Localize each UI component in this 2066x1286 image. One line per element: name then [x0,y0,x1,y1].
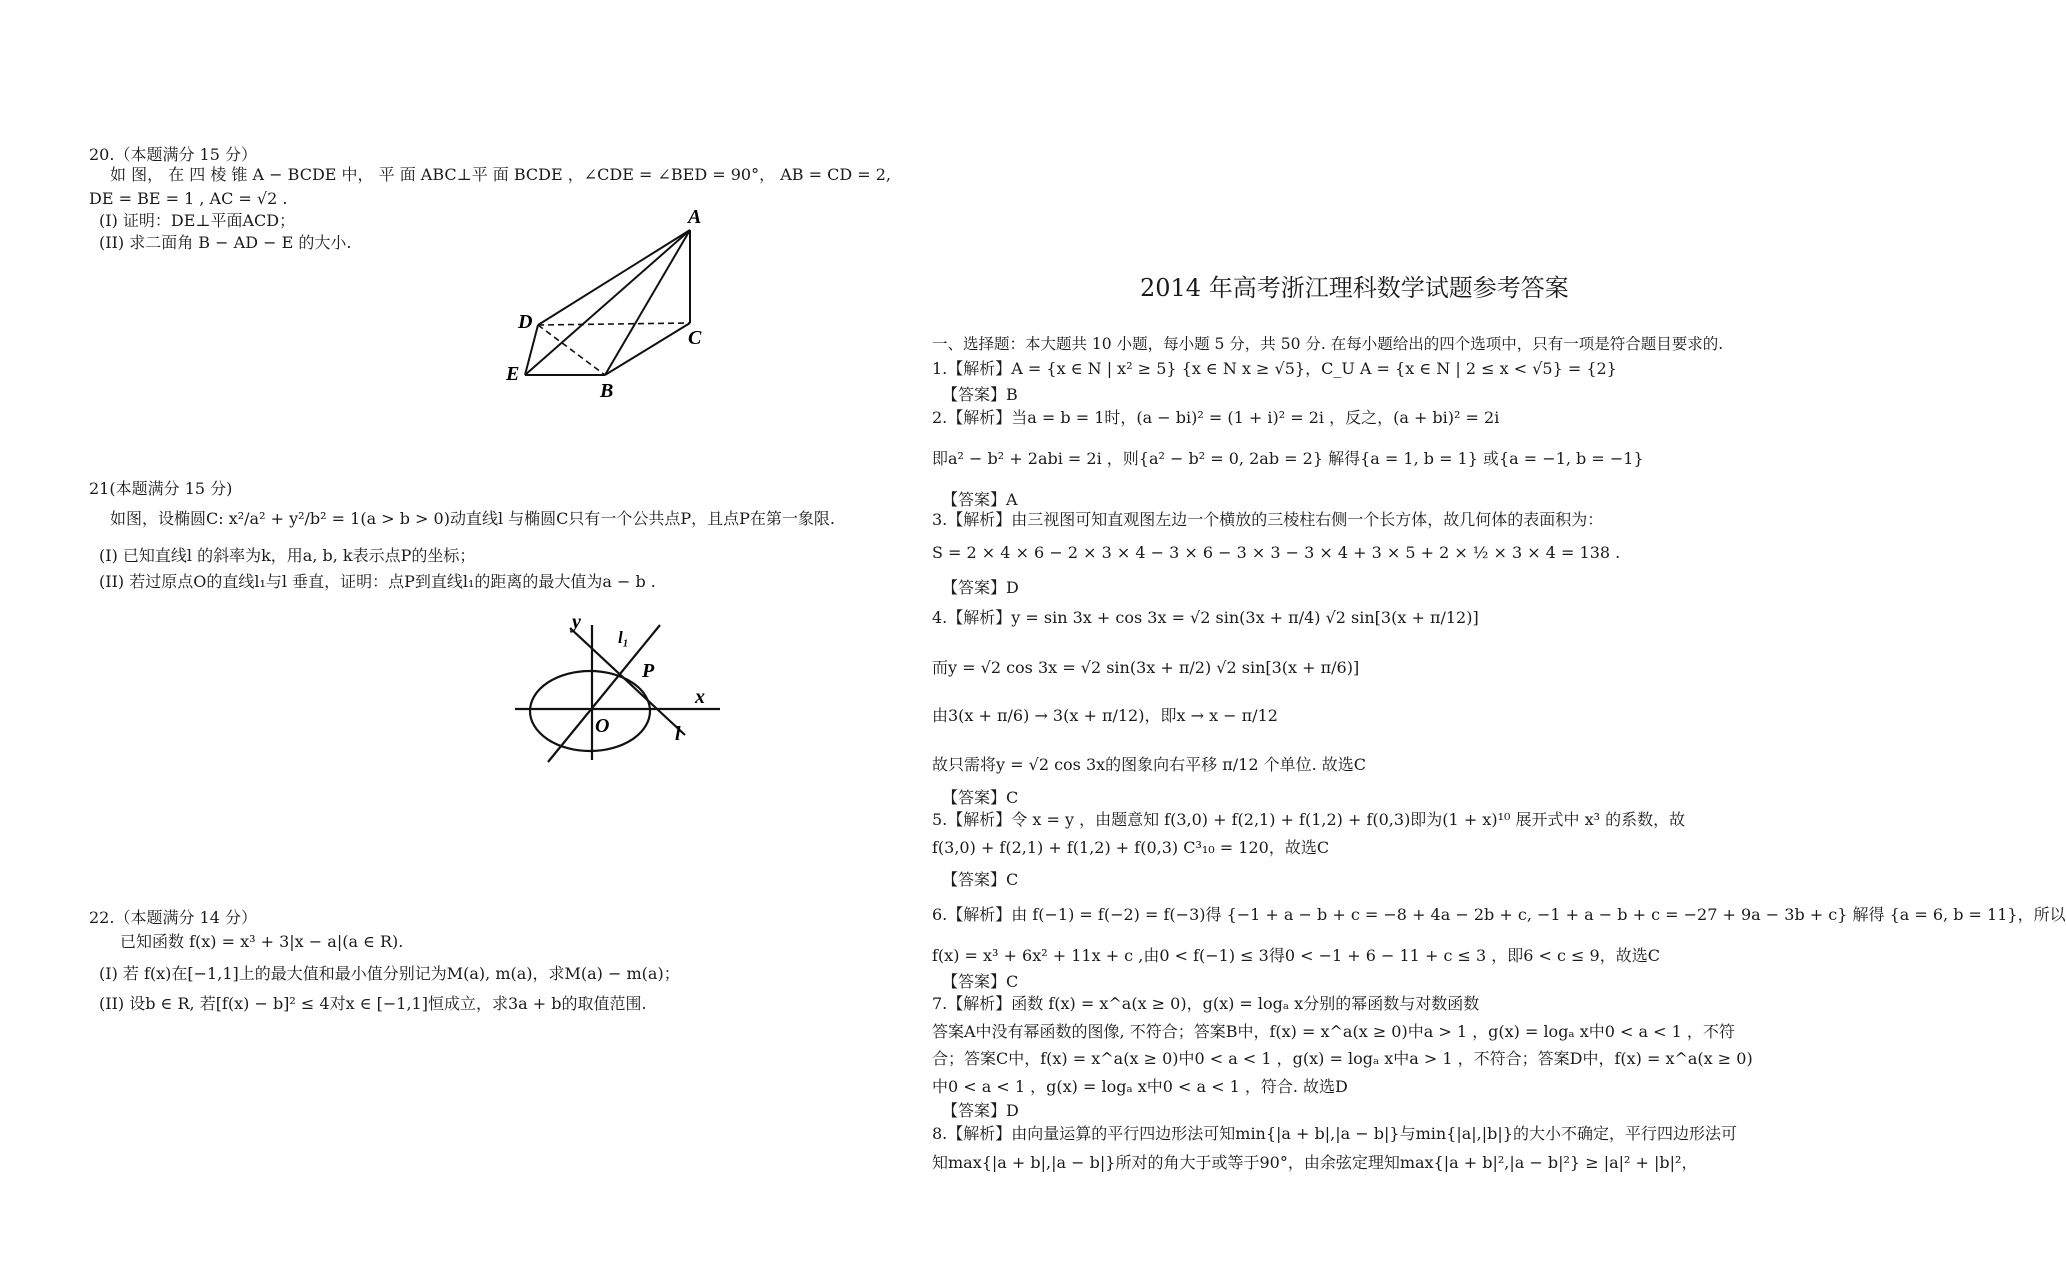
answer-label: 【答案】C [942,972,1019,991]
answer-line: 7.【解析】函数 f(x) = x^a(x ≥ 0)，g(x) = logₐ x分别的幂函数与对数函数 [932,994,1480,1013]
answer-line: 1.【解析】A = {x ∈ N | x² ≥ 5} {x ∈ N x ≥ √5}，C_U A = {x ∈ N | 2 ≤ x < √5} = {2} [932,359,1617,378]
vertex-label: B [600,380,614,402]
q21-part-2: (II) 若过原点O的直线l₁与l 垂直，证明：点P到直线l₁的距离的最大值为a − b . [99,572,656,591]
edge-ae [525,230,690,375]
ellipse-figure [510,610,740,775]
q20-heading: 20.（本题满分 15 分） [89,145,257,164]
answer-line: 6.【解析】由 f(−1) = f(−2) = f(−3)得 {−1 + a − b + c = −8 + 4a − 2b + c, −1 + a − b + c = −27 + 9a − 3b + c} 解得 {a = 6, b = 11}，所以 [932,905,2066,924]
edge-ad [538,230,690,325]
answer-line: 8.【解析】由向量运算的平行四边形法可知min{|a + b|,|a − b|}与min{|a|,|b|}的大小不确定，平行四边形法可 [932,1124,1737,1143]
q20-part-2: (II) 求二面角 B − AD − E 的大小. [99,233,352,252]
answer-line: 知max{|a + b|,|a − b|}所对的角大于或等于90°，由余弦定理知max{|a + b|²,|a − b|²} ≥ |a|² + |b|²， [932,1153,1698,1172]
q21-text-line: 如图，设椭圆C: x²/a² + y²/b² = 1(a > b > 0)动直线l 与椭圆C只有一个公共点P，且点P在第一象限. [110,509,836,528]
point-label: P [642,660,655,682]
vertex-label: D [518,311,533,333]
answer-line: S = 2 × 4 × 6 − 2 × 3 × 4 − 3 × 6 − 3 × 3 − 3 × 4 + 3 × 5 + 2 × ½ × 3 × 4 = 138 . [932,543,1621,562]
answer-label: 【答案】A [942,490,1018,509]
page-title: 2014 年高考浙江理科数学试题参考答案 [1140,274,1569,302]
edge-dc-hidden [538,323,690,325]
answer-line: 而y = √2 cos 3x = √2 sin(3x + π/2) √2 sin[3(x + π/6)] [932,658,1360,677]
answer-line: 2.【解析】当a = b = 1时，(a − bi)² = (1 + i)² = 2i ，反之，(a + bi)² = 2i [932,408,1500,427]
answer-line: 答案A中没有幂函数的图像, 不符合；答案B中，f(x) = x^a(x ≥ 0)中a > 1 ，g(x) = logₐ x中0 < a < 1 ，不符 [932,1022,1735,1041]
answer-line: 中0 < a < 1 ，g(x) = logₐ x中0 < a < 1 ，符合. 故选D [932,1077,1348,1096]
q22-heading: 22.（本题满分 14 分） [89,908,257,927]
edge-ab [605,230,690,375]
answer-label: 【答案】C [942,788,1019,807]
vertex-label: C [688,327,702,349]
answer-label: 【答案】C [942,870,1019,889]
q20-text-line: DE = BE = 1 , AC = √2 . [89,189,288,208]
edge-bc [605,323,690,375]
answer-line: 故只需将y = √2 cos 3x的图象向右平移 π/12 个单位. 故选C [932,755,1367,774]
vertex-label: E [506,363,520,385]
q22-part-1: (I) 若 f(x)在[−1,1]上的最大值和最小值分别记为M(a), m(a)，求M(a) − m(a)； [99,964,680,983]
answer-line: 3.【解析】由三视图可知直观图左边一个横放的三棱柱右侧一个长方体，故几何体的表面积为： [932,510,1604,529]
axis-label: x [695,686,705,708]
q20-text-line: 如 图， 在 四 棱 锥 A − BCDE 中， 平 面 ABC⊥平 面 BCDE ，∠CDE = ∠BED = 90°， AB = CD = 2, [110,165,891,184]
answer-line: 由3(x + π/6) → 3(x + π/12)，即x → x − π/12 [932,706,1278,725]
q21-part-1: (I) 已知直线l 的斜率为k，用a, b, k表示点P的坐标； [99,546,476,565]
answer-label: 【答案】B [942,385,1018,404]
line-label: l₁ [618,628,629,647]
answer-line: 4.【解析】y = sin 3x + cos 3x = √2 sin(3x + π/4) √2 sin[3(x + π/12)] [932,608,1479,627]
vertex-label: A [688,206,702,228]
q22-part-2: (II) 设b ∈ R, 若[f(x) − b]² ≤ 4对x ∈ [−1,1]恒成立，求3a + b的取值范围. [99,994,647,1013]
answer-label: 【答案】D [942,1101,1019,1120]
axis-label: y [572,611,581,633]
answer-line: 即a² − b² + 2abi = 2i ，则{a² − b² = 0, 2ab = 2} 解得{a = 1, b = 1} 或{a = −1, b = −1} [932,449,1644,468]
answer-label: 【答案】D [942,578,1019,597]
answer-line: f(x) = x³ + 6x² + 11x + c ,由0 < f(−1) ≤ 3得0 < −1 + 6 − 11 + c ≤ 3 ，即6 < c ≤ 9，故选C [932,946,1660,965]
q21-heading: 21(本题满分 15 分) [89,479,233,498]
section-heading: 一、选择题：本大题共 10 小题，每小题 5 分，共 50 分. 在每小题给出的四个选项中，只有一项是符合题目要求的. [932,335,1724,353]
line-label: l [675,723,681,745]
q20-part-1: (I) 证明：DE⊥平面ACD； [99,211,296,230]
edge-db-hidden [538,325,605,375]
origin-label: O [595,715,610,737]
answer-line: f(3,0) + f(2,1) + f(1,2) + f(0,3) C³₁₀ = 120，故选C [932,838,1330,857]
answer-line: 5.【解析】令 x = y ，由题意知 f(3,0) + f(2,1) + f(1,2) + f(0,3)即为(1 + x)¹⁰ 展开式中 x³ 的系数，故 [932,810,1686,829]
q22-text-line: 已知函数 f(x) = x³ + 3|x − a|(a ∈ R). [120,932,404,951]
answer-line: 合；答案C中，f(x) = x^a(x ≥ 0)中0 < a < 1 ，g(x) = logₐ x中a > 1 ，不符合；答案D中，f(x) = x^a(x ≥ 0) [932,1049,1753,1068]
pyramid-figure [500,206,720,402]
